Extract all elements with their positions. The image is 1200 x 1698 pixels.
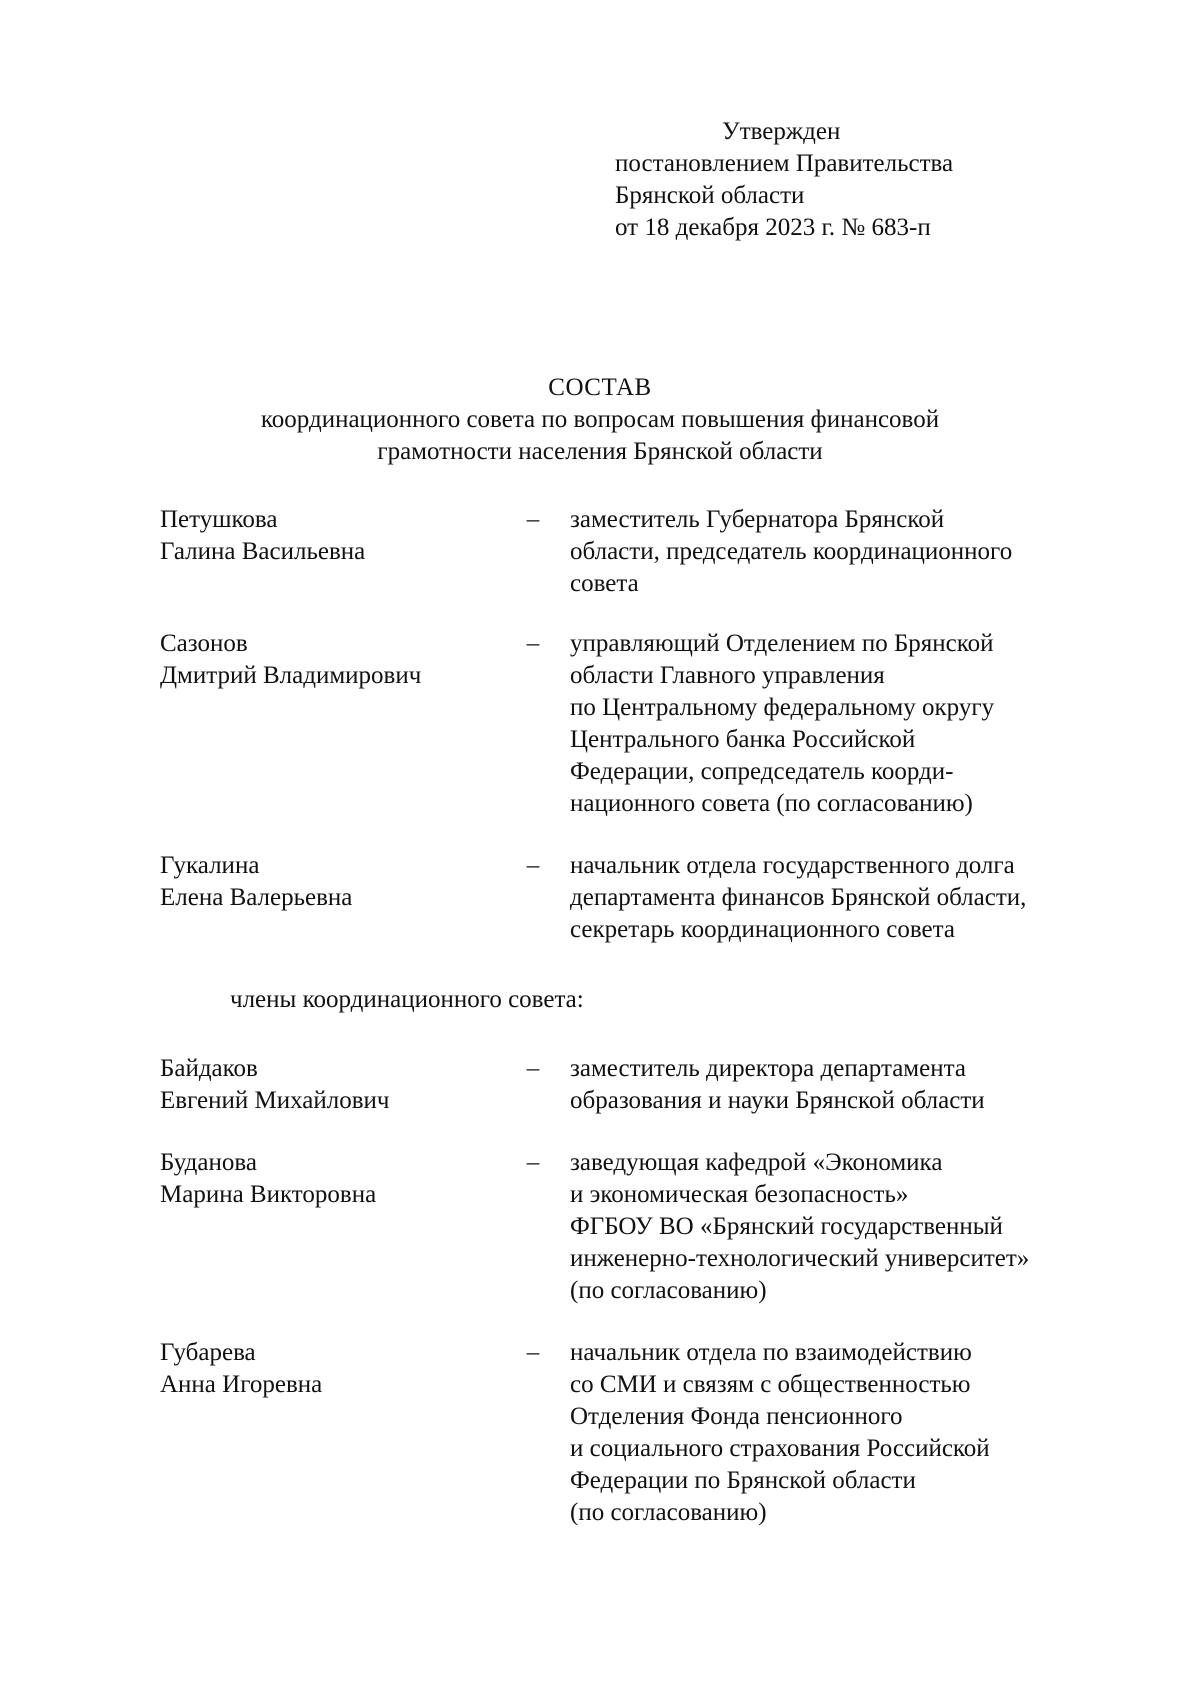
approval-stamp-block [615, 116, 1035, 244]
position-line: Федерации по Брянской области [570, 1467, 916, 1494]
position-line: образования и науки Брянской области [570, 1087, 985, 1114]
member-entry [160, 850, 1100, 946]
position-line: Центрального банка Российской [570, 726, 916, 753]
member-surname: Сазонов [160, 630, 248, 657]
position-line: и экономическая безопасность» [570, 1181, 909, 1208]
member-entry [160, 1147, 1100, 1307]
position-line: (по согласованию) [570, 1277, 767, 1304]
member-position [570, 1053, 1100, 1117]
entry-dash: – [526, 630, 540, 657]
entry-dash: – [526, 1055, 540, 1082]
position-line: национного совета (по согласованию) [570, 790, 973, 817]
member-surname: Гукалина [160, 852, 260, 879]
member-given-name: Галина Васильевна [160, 538, 366, 565]
position-line: инженерно-технологический университет» [570, 1245, 1030, 1272]
position-line: совета [570, 570, 639, 597]
member-position [570, 504, 1100, 600]
member-given-name: Марина Викторовна [160, 1181, 377, 1208]
member-name [160, 1053, 520, 1117]
member-entry [160, 1337, 1100, 1529]
position-line: начальник отдела по взаимодействию [570, 1339, 972, 1366]
position-line: начальник отдела государственного долга [570, 852, 1015, 879]
position-line: заместитель Губернатора Брянской [570, 506, 945, 533]
position-line: заведующая кафедрой «Экономика [570, 1149, 943, 1176]
members-heading: члены координационного совета: [230, 986, 584, 1013]
position-line: управляющий Отделением по Брянской [570, 630, 994, 657]
member-position [570, 1147, 1100, 1307]
leaders-list [160, 504, 1100, 946]
entry-dash: – [526, 1149, 540, 1176]
member-entry [160, 504, 1100, 600]
member-entry [160, 1053, 1100, 1117]
members-list [160, 1053, 1100, 1529]
approval-line: Утвержден [722, 118, 841, 145]
title-main: СОСТАВ [548, 374, 652, 401]
member-name [160, 1147, 520, 1211]
position-line: по Центральному федеральному округу [570, 694, 995, 721]
member-given-name: Елена Валерьевна [160, 884, 353, 911]
member-position [570, 1337, 1100, 1529]
position-line: ФГБОУ ВО «Брянский государственный [570, 1213, 1003, 1240]
approval-line: постановлением Правительства [615, 150, 954, 177]
position-line: со СМИ и связям с общественностью [570, 1371, 971, 1398]
member-surname: Губарева [160, 1339, 256, 1366]
position-line: (по согласованию) [570, 1499, 767, 1526]
title-subtitle-line: грамотности населения Брянской области [377, 438, 823, 465]
document-title [0, 372, 1200, 468]
member-name [160, 850, 520, 914]
member-given-name: Дмитрий Владимирович [160, 662, 422, 689]
member-surname: Буданова [160, 1149, 257, 1176]
position-line: и социального страхования Российской [570, 1435, 990, 1462]
entry-dash: – [526, 1339, 540, 1366]
position-line: Отделения Фонда пенсионного [570, 1403, 903, 1430]
title-subtitle-line: координационного совета по вопросам повышения финансовой [260, 406, 940, 433]
member-name [160, 504, 520, 568]
member-surname: Петушкова [160, 506, 278, 533]
member-given-name: Анна Игоревна [160, 1371, 323, 1398]
member-name [160, 628, 520, 692]
position-line: области, председатель координационного [570, 538, 1013, 565]
member-position [570, 628, 1100, 820]
position-line: департамента финансов Брянской области, [570, 884, 1027, 911]
position-line: Федерации, сопредседатель коорди- [570, 758, 954, 785]
position-line: секретарь координационного совета [570, 916, 955, 943]
approval-line: Брянской области [615, 182, 805, 209]
member-given-name: Евгений Михайлович [160, 1087, 390, 1114]
member-entry [160, 628, 1100, 820]
position-line: области Главного управления [570, 662, 885, 689]
member-name [160, 1337, 520, 1401]
entry-dash: – [526, 852, 540, 879]
approval-line: от 18 декабря 2023 г. № 683-п [615, 214, 931, 241]
position-line: заместитель директора департамента [570, 1055, 966, 1082]
member-position [570, 850, 1100, 946]
member-surname: Байдаков [160, 1055, 258, 1082]
entry-dash: – [526, 506, 540, 533]
